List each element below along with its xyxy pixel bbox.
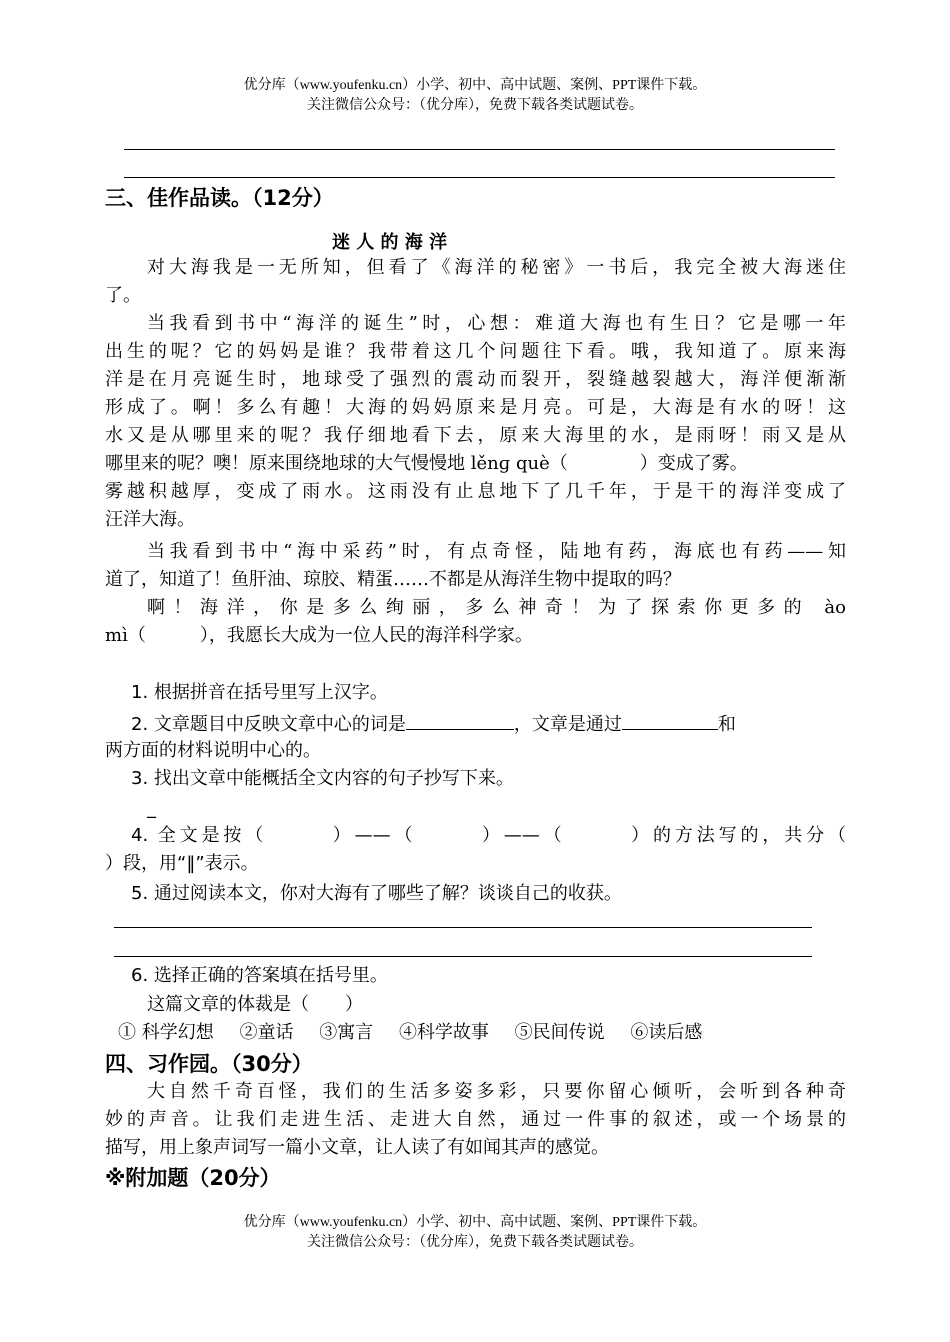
footer-line-2: 关注微信公众号：（优分库），免费下载各类试题试卷。	[307, 1235, 643, 1250]
question-2-part-a: 2. 文章题目中反映文章中心的词是	[131, 714, 406, 735]
section-4-heading: 四、习作园。（30分）	[105, 1052, 313, 1076]
article-p2-line-3: 洋是在月亮诞生时，地球受了强烈的震动而裂开，裂缝越裂越大，海洋便渐渐	[105, 369, 846, 390]
question-2-part-b: ，文章是通过	[513, 714, 622, 735]
article-p4-line-2: mì（ ），我愿长大成为一位人民的海洋科学家。	[105, 625, 533, 646]
article-title: 迷 人 的 海 洋	[332, 232, 448, 253]
article-p2-line-1: 当我看到书中“海洋的诞生”时，心想：难道大海也有生日？它是哪一年	[147, 313, 846, 334]
question-6-options	[118, 1019, 702, 1047]
option-3: ③寓言	[319, 1022, 374, 1043]
answer-line[interactable]	[114, 927, 812, 928]
option-1: ① 科学幻想	[118, 1022, 214, 1043]
extra-heading: ※附加题（20分）	[105, 1166, 281, 1190]
footer-line-1: 优分库（www.youfenku.cn）小学、初中、高中试题、案例、PPT课件下载。	[243, 1215, 707, 1230]
option-5: ⑤民间传说	[514, 1022, 605, 1043]
question-1: 1. 根据拼音在括号里写上汉字。	[131, 682, 388, 703]
option-6: ⑥读后感	[630, 1022, 703, 1043]
answer-blank[interactable]	[622, 709, 718, 730]
option-2: ②童话	[239, 1022, 294, 1043]
answer-line	[124, 149, 835, 150]
section-4-line-1: 大自然千奇百怪，我们的生活多姿多彩，只要你留心倾听，会听到各种奇	[147, 1081, 846, 1102]
answer-line[interactable]	[114, 956, 812, 957]
section-4-line-3: 描写，用上象声词写一篇小文章，让人读了有如闻其声的感觉。	[105, 1137, 609, 1158]
article-p2-line-5: 水又是从哪里来的呢？我仔细地看下去，原来大海里的水，是雨呀！雨又是从	[105, 425, 846, 446]
article-p3-line-2: 道了，知道了！鱼肝油、琼胶、精蛋……不都是从海洋生物中提取的吗？	[105, 569, 681, 590]
article-p2-line-6: 哪里来的呢？噢！原来围绕地球的大气慢慢地 lěnɡ què（ ）变成了雾。	[105, 453, 748, 474]
article-p2-line-2: 出生的呢？它的妈妈是谁？我带着这几个问题往下看。哦，我知道了。原来海	[105, 341, 846, 362]
article-p1-line-2: 了。	[105, 285, 141, 306]
answer-line	[124, 177, 835, 178]
question-4-line-2: ）段，用“‖”表示。	[105, 853, 259, 874]
article-p3-line-1: 当我看到书中“海中采药”时，有点奇怪，陆地有药，海底也有药——知	[147, 541, 846, 562]
question-2-line-2: 两方面的材料说明中心的。	[105, 740, 321, 761]
article-p4-line-1: 啊！海洋，你是多么绚丽，多么神奇！为了探索你更多的 ào	[147, 597, 846, 618]
header-line-1: 优分库（www.youfenku.cn）小学、初中、高中试题、案例、PPT课件下载。	[243, 78, 707, 93]
article-p2-line-7: 雾越积越厚，变成了雨水。这雨没有止息地下了几千年，于是干的海洋变成了	[105, 481, 846, 502]
question-6: 6. 选择正确的答案填在括号里。	[131, 965, 388, 986]
section-3-heading: 三、佳作品读。（12分）	[105, 186, 334, 210]
option-4: ④科学故事	[398, 1022, 489, 1043]
article-p1-line-1: 对大海我是一无所知，但看了《海洋的秘密》一书后，我完全被大海迷住	[147, 257, 846, 278]
question-5: 5. 通过阅读本文，你对大海有了哪些了解？谈谈自己的收获。	[131, 883, 622, 904]
section-4-line-2: 妙的声音。让我们走进生活、走进大自然，通过一件事的叙述，或一个场景的	[105, 1109, 846, 1130]
answer-blank[interactable]	[406, 709, 514, 730]
question-4-line-1: 4. 全文是按（ ）——（ ）——（ ）的方法写的，共分（	[131, 825, 846, 846]
question-2	[131, 709, 736, 739]
question-3-answer-mark[interactable]: _	[147, 798, 156, 819]
article-p2-line-8: 汪洋大海。	[105, 509, 195, 530]
question-3: 3. 找出文章中能概括全文内容的句子抄写下来。	[131, 768, 514, 789]
article-p2-line-4: 形成了。啊！多么有趣！大海的妈妈原来是月亮。可是，大海是有水的呀！这	[105, 397, 846, 418]
question-2-part-c: 和	[717, 714, 736, 735]
question-6-prompt: 这篇文章的体裁是（ ）	[147, 994, 363, 1015]
header-line-2: 关注微信公众号：（优分库），免费下载各类试题试卷。	[307, 98, 643, 113]
